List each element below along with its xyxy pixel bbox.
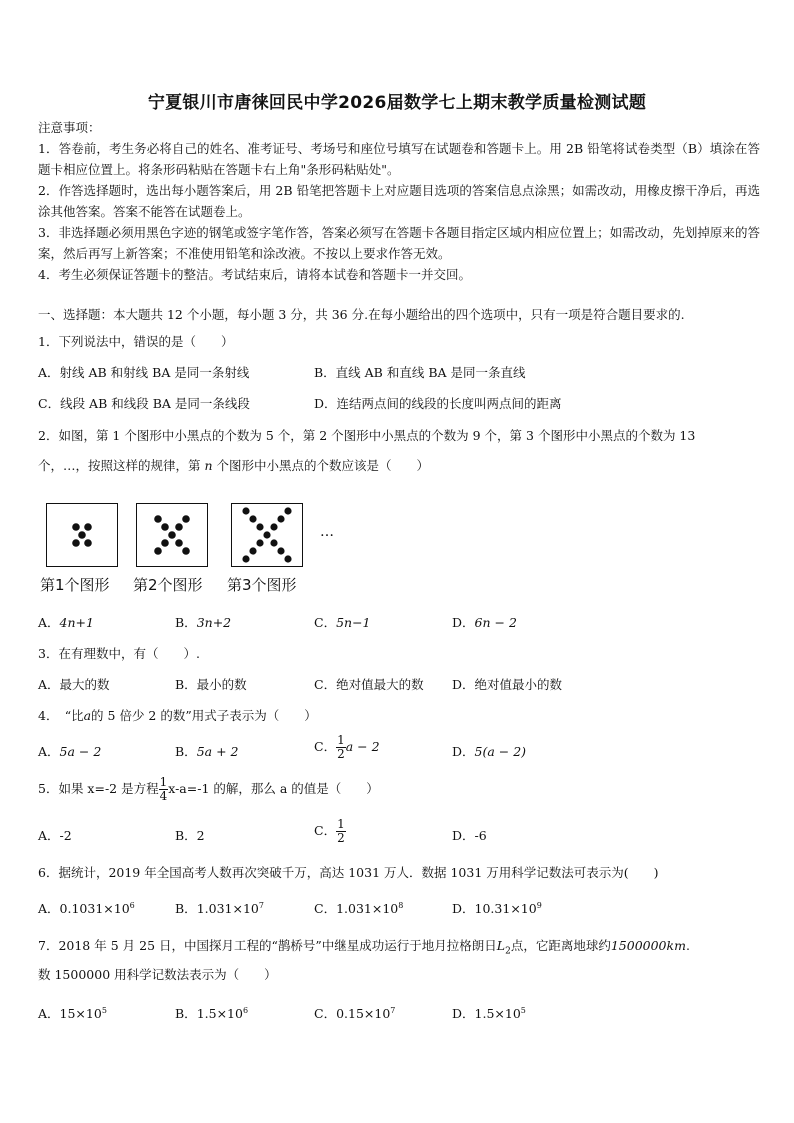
- notice-item-3: 3．非选择题必须用黑色字迹的钢笔或签字笔作答，答案必须写在答题卡各题目指定区域内相应位置上；如需改动，先划掉原来的答案，然后再写上新答案；不准使用铅笔和涂改液。不按以上要求作答无效。: [38, 225, 760, 261]
- notice-item-1: 1．答卷前，考生务必将自己的姓名、准考证号、考场号和座位号填写在试题卷和答题卡上。用 2B 铅笔将试卷类型（B）填涂在答题卡相应位置上。将条形码粘贴在答题卡右上角"条形码粘贴处"。: [38, 141, 760, 177]
- q7-options: [38, 1004, 760, 1024]
- q6-option-b[interactable]: B．$1.031\times 10^7$: [175, 900, 264, 916]
- page-title: 宁夏银川市唐徕回民中学2026届数学七上期末教学质量检测试题: [147, 93, 647, 113]
- figure-2-dots: [137, 504, 207, 566]
- q2-figure: [40, 503, 344, 599]
- figure-3-box: [231, 503, 303, 567]
- q5-stem-fraction: $\frac{1}{4}$: [159, 775, 168, 803]
- q7-stem-line2: 数 1500000 用科学记数法表示为（ ）: [38, 967, 277, 982]
- figure-3-dots: [232, 504, 302, 566]
- notice-heading: 注意事项：: [38, 120, 101, 135]
- q4-stem: 4． “比a的 5 倍少 2 的数”用式子表示为（ ）: [38, 708, 317, 723]
- q3-option-d[interactable]: D．绝对值最小的数: [452, 677, 563, 692]
- figure-ellipsis: …: [320, 524, 334, 540]
- q2-option-b[interactable]: B．3n+2: [175, 615, 232, 630]
- q5-option-a[interactable]: A．-2: [38, 828, 72, 843]
- figure-1-box: [46, 503, 118, 567]
- q2-option-a[interactable]: A．4n+1: [38, 615, 94, 630]
- q3-options: [38, 675, 760, 695]
- q6-option-c[interactable]: C．$1.031\times 10^8$: [314, 900, 404, 916]
- q1-option-c[interactable]: C．线段 AB 和线段 BA 是同一条线段: [38, 396, 250, 411]
- figure-2-label: 第2个图形: [133, 576, 203, 594]
- q2-option-d[interactable]: D．6n − 2: [452, 615, 517, 630]
- q1-options-row1: [38, 363, 760, 383]
- q5-stem: 5．如果 x=-2 是方程 $\frac{1}{4}$ x-a=-1 的解，那么 a 的值是（ ）: [38, 775, 379, 803]
- notice: [38, 117, 760, 285]
- q2-option-c[interactable]: C．5n−1: [314, 615, 371, 630]
- q2-stem-line1: 2．如图，第 1 个图形中小黑点的个数为 5 个，第 2 个图形中小黑点的个数为 9 个，第 3 个图形中小黑点的个数为 13: [38, 428, 696, 443]
- q4-option-b[interactable]: B．5a + 2: [175, 744, 239, 759]
- q7-option-b[interactable]: B．$1.5\times 10^6$: [175, 1005, 249, 1021]
- q4-options: [38, 733, 760, 762]
- q7-option-c[interactable]: C．$0.15\times 10^7$: [314, 1005, 396, 1021]
- figure-1-label: 第1个图形: [40, 576, 110, 594]
- q2-variable-n: n: [204, 458, 213, 473]
- q3-option-a[interactable]: A．最大的数: [38, 677, 110, 692]
- notice-item-2: 2．作答选择题时，选出每小题答案后，用 2B 铅笔把答题卡上对应题目选项的答案信息点涂黑；如需改动，用橡皮擦干净后，再选涂其他答案。答案不能答在试题卷上。: [38, 183, 760, 219]
- q7-option-d[interactable]: D．$1.5\times 10^5$: [452, 1005, 526, 1021]
- q5-c-fraction: $\frac{1}{2}$: [337, 817, 345, 845]
- q3-option-b[interactable]: B．最小的数: [175, 677, 247, 692]
- q4-c-fraction: $\frac{1}{2}$: [337, 733, 345, 761]
- q7-stem-line1: 7．2018 年 5 月 25 日，中国探月工程的“鹊桥号”中继星成功运行于地月拉格朗日$L_2$点，它距离地球约1500000km.: [38, 938, 690, 957]
- q5-option-c[interactable]: C． $\frac{1}{2}$: [314, 817, 345, 845]
- q6-options: [38, 899, 760, 919]
- q1-option-b[interactable]: B．直线 AB 和直线 BA 是同一条直线: [314, 365, 526, 380]
- q1-stem: 1．下列说法中，错误的是（ ）: [38, 334, 234, 349]
- q6-stem: 6．据统计，2019 年全国高考人数再次突破千万，高达 1031 万人．数据 1031 万用科学记数法可表示为( ): [38, 865, 659, 880]
- notice-item-4: 4．考生必须保证答题卡的整洁。考试结束后，请将本试卷和答题卡一并交回。: [38, 267, 471, 282]
- q6-option-d[interactable]: D．$10.31\times 10^9$: [452, 900, 542, 916]
- figure-2-box: [136, 503, 208, 567]
- q3-option-c[interactable]: C．绝对值最大的数: [314, 677, 424, 692]
- q1-options-row2: [38, 394, 760, 414]
- figure-1-dots: [47, 504, 117, 566]
- q2-options: [38, 613, 760, 633]
- q1-option-d[interactable]: D．连结两点间的线段的长度叫两点间的距离: [314, 396, 562, 411]
- q5-options: [38, 817, 760, 846]
- q4-option-d[interactable]: D．5(a − 2): [452, 744, 527, 759]
- q5-option-d[interactable]: D．-6: [452, 828, 487, 843]
- q2-stem-line2: 个，…，按照这样的规律，第 n 个图形中小黑点的个数应该是（ ）: [38, 458, 430, 473]
- q1-option-a[interactable]: A．射线 AB 和射线 BA 是同一条射线: [38, 365, 250, 380]
- figure-3-label: 第3个图形: [227, 576, 297, 594]
- q6-option-a[interactable]: A．$0.1031\times 10^6$: [38, 900, 135, 916]
- q4-option-a[interactable]: A．5a − 2: [38, 744, 102, 759]
- q4-option-c[interactable]: C． $\frac{1}{2}$ a − 2: [314, 733, 380, 761]
- section-heading: 一、选择题：本大题共 12 个小题，每小题 3 分，共 36 分.在每小题给出的四个选项中，只有一项是符合题目要求的.: [38, 307, 685, 322]
- q3-stem: 3．在有理数中，有（ ）.: [38, 646, 200, 661]
- q7-option-a[interactable]: A．$15\times 10^5$: [38, 1005, 107, 1021]
- q5-option-b[interactable]: B．2: [175, 828, 205, 843]
